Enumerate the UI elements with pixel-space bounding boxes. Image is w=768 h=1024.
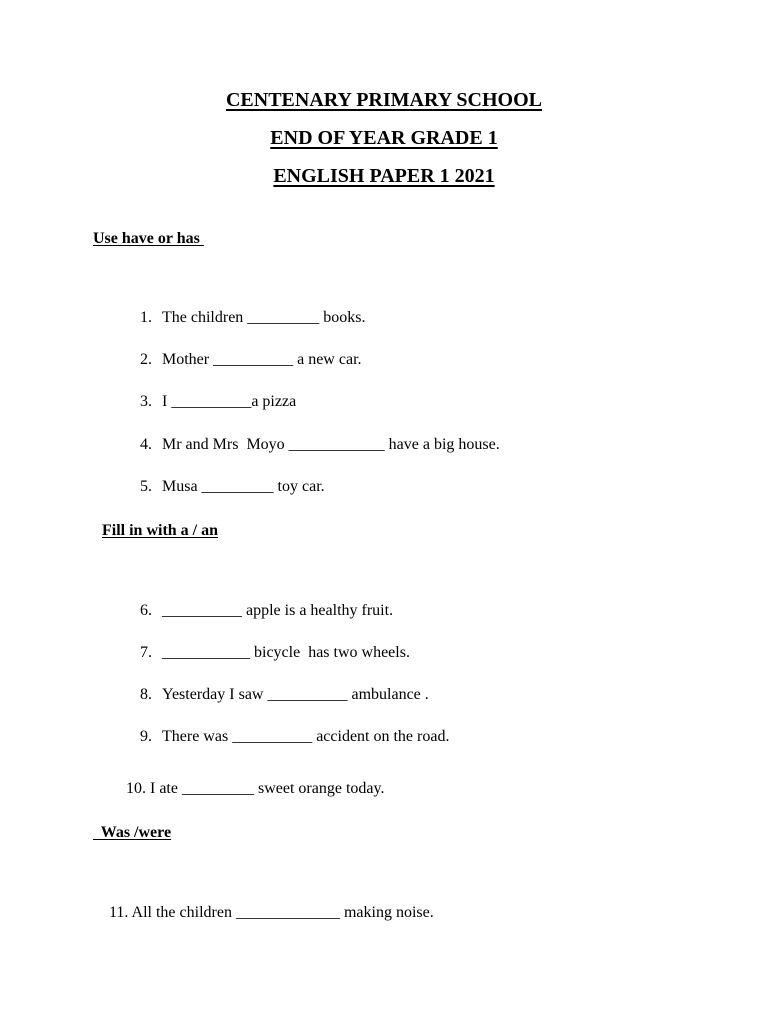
question-number: 3. — [140, 393, 152, 410]
question-9 — [100, 710, 449, 764]
question-text: __________ apple is a healthy fruit. — [162, 602, 394, 619]
paper-title: ENGLISH PAPER 1 2021 — [273, 165, 495, 187]
question-10 — [110, 762, 384, 816]
question-number: 5. — [140, 478, 152, 495]
question-text: I __________a pizza — [162, 393, 297, 410]
exam-title: END OF YEAR GRADE 1 — [270, 127, 498, 149]
school-name: CENTENARY PRIMARY SCHOOL — [225, 89, 542, 111]
question-number: 4. — [140, 436, 152, 453]
question-text: Mother __________ a new car. — [162, 351, 362, 368]
question-number: 9. — [140, 728, 152, 745]
question-5 — [100, 460, 325, 514]
question-text: ___________ bicycle has two wheels. — [162, 644, 410, 661]
question-number: 11. — [109, 904, 129, 921]
question-text: Yesterday I saw __________ ambulance . — [162, 686, 429, 703]
question-text: I ate _________ sweet orange today. — [150, 780, 385, 797]
question-number: 6. — [140, 602, 152, 619]
question-text: All the children _____________ making noise. — [131, 904, 434, 921]
question-number: 7. — [140, 644, 152, 661]
question-text: There was __________ accident on the road. — [162, 728, 450, 745]
question-number: 2. — [140, 351, 152, 368]
question-text: Musa _________ toy car. — [162, 478, 325, 495]
question-text: The children _________ books. — [162, 309, 366, 326]
question-11 — [93, 886, 434, 940]
section-heading-a-an: Fill in with a / an — [102, 522, 219, 539]
section-heading-was-were: Was /were — [93, 824, 172, 841]
question-number: 10. — [126, 780, 146, 797]
question-number: 1. — [140, 309, 152, 326]
question-number: 8. — [140, 686, 152, 703]
question-text: Mr and Mrs Moyo ____________ have a big house. — [162, 436, 500, 453]
section-heading-have-has: Use have or has — [93, 230, 204, 247]
